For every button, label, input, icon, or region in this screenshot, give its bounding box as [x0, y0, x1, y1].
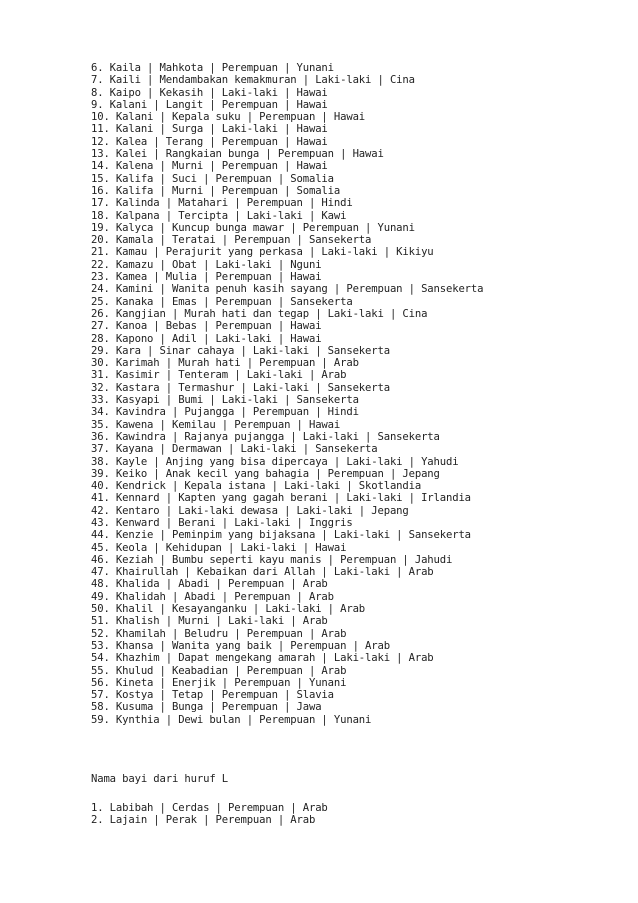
list-item: 46. Keziah | Bumbu seperti kayu manis | Perempuan | Jahudi: [91, 553, 453, 566]
list-item: 7. Kaili | Mendambakan kemakmuran | Laki-laki | Cina: [91, 74, 415, 87]
list-item: 59. Kynthia | Dewi bulan | Perempuan | Yunani: [91, 713, 372, 726]
list-item: 33. Kasyapi | Bumi | Laki-laki | Sansekerta: [91, 394, 359, 407]
list-item: 26. Kangjian | Murah hati dan tegap | Laki-laki | Cina: [91, 307, 428, 320]
list-item: 11. Kalani | Surga | Laki-laki | Hawai: [91, 123, 328, 136]
list-item: 30. Karimah | Murah hati | Perempuan | Arab: [91, 357, 359, 370]
list-item: 36. Kawindra | Rajanya pujangga | Laki-laki | Sansekerta: [91, 430, 440, 443]
list-item: 15. Kalifa | Suci | Perempuan | Somalia: [91, 172, 334, 185]
list-item: 58. Kusuma | Bunga | Perempuan | Jawa: [91, 701, 322, 714]
list-item: 54. Khazhim | Dapat mengekang amarah | Laki-laki | Arab: [91, 652, 434, 665]
names-list-k: [91, 62, 483, 726]
section-title-l: Nama bayi dari huruf L: [91, 773, 229, 785]
list-item: 55. Khulud | Keabadian | Perempuan | Arab: [91, 664, 347, 677]
list-item: 32. Kastara | Termashur | Laki-laki | Sansekerta: [91, 381, 390, 394]
list-item: 47. Khairullah | Kebaikan dari Allah | Laki-laki | Arab: [91, 566, 434, 579]
list-item: 42. Kentaro | Laki-laki dewasa | Laki-laki | Jepang: [91, 504, 409, 517]
list-item: 12. Kalea | Terang | Perempuan | Hawai: [91, 135, 328, 148]
list-item: 8. Kaipo | Kekasih | Laki-laki | Hawai: [91, 86, 328, 99]
list-item: 51. Khalish | Murni | Laki-laki | Arab: [91, 615, 328, 628]
list-item: 39. Keiko | Anak kecil yang bahagia | Perempuan | Jepang: [91, 467, 440, 480]
list-item: 49. Khalidah | Abadi | Perempuan | Arab: [91, 590, 334, 603]
list-item: 18. Kalpana | Tercipta | Laki-laki | Kawi: [91, 209, 347, 222]
list-item: 27. Kanoa | Bebas | Perempuan | Hawai: [91, 320, 322, 333]
list-item: 23. Kamea | Mulia | Perempuan | Hawai: [91, 271, 322, 284]
list-item: 14. Kalena | Murni | Perempuan | Hawai: [91, 160, 328, 173]
list-item: 19. Kalyca | Kuncup bunga mawar | Perempuan | Yunani: [91, 221, 415, 234]
list-item: 22. Kamazu | Obat | Laki-laki | Nguni: [91, 258, 322, 271]
list-item: 44. Kenzie | Peminpim yang bijaksana | Laki-laki | Sansekerta: [91, 529, 471, 542]
list-item: 9. Kalani | Langit | Perempuan | Hawai: [91, 98, 328, 111]
list-item: 13. Kalei | Rangkaian bunga | Perempuan | Hawai: [91, 148, 384, 161]
names-list-l: [91, 802, 328, 827]
list-item: 21. Kamau | Perajurit yang perkasa | Laki-laki | Kikiyu: [91, 246, 434, 259]
list-item: 17. Kalinda | Matahari | Perempuan | Hindi: [91, 197, 353, 210]
list-item: 48. Khalida | Abadi | Perempuan | Arab: [91, 578, 328, 591]
list-item: 24. Kamini | Wanita penuh kasih sayang | Perempuan | Sansekerta: [91, 283, 484, 296]
list-item: 40. Kendrick | Kepala istana | Laki-laki | Skotlandia: [91, 480, 422, 493]
list-item: 37. Kayana | Dermawan | Laki-laki | Sansekerta: [91, 443, 378, 456]
list-item: 43. Kenward | Berani | Laki-laki | Inggris: [91, 516, 353, 529]
list-item: 52. Khamilah | Beludru | Perempuan | Arab: [91, 627, 347, 640]
list-item: 10. Kalani | Kepala suku | Perempuan | Hawai: [91, 111, 366, 124]
list-item: 38. Kayle | Anjing yang bisa dipercaya | Laki-laki | Yahudi: [91, 455, 459, 468]
list-item: 41. Kennard | Kapten yang gagah berani | Laki-laki | Irlandia: [91, 492, 471, 505]
list-item: 56. Kineta | Enerjik | Perempuan | Yunani: [91, 676, 347, 689]
list-item: 45. Keola | Kehidupan | Laki-laki | Hawai: [91, 541, 347, 554]
list-item: 16. Kalifa | Murni | Perempuan | Somalia: [91, 184, 341, 197]
list-item: 2. Lajain | Perak | Perempuan | Arab: [91, 814, 316, 827]
list-item: 50. Khalil | Kesayanganku | Laki-laki | Arab: [91, 603, 366, 616]
list-item: 35. Kawena | Kemilau | Perempuan | Hawai: [91, 418, 341, 431]
list-item: 31. Kasimir | Tenteram | Laki-laki | Arab: [91, 369, 347, 382]
list-item: 1. Labibah | Cerdas | Perempuan | Arab: [91, 802, 328, 814]
list-item: 53. Khansa | Wanita yang baik | Perempuan | Arab: [91, 639, 390, 652]
list-item: 57. Kostya | Tetap | Perempuan | Slavia: [91, 689, 334, 702]
list-item: 6. Kaila | Mahkota | Perempuan | Yunani: [91, 62, 334, 74]
list-item: 20. Kamala | Teratai | Perempuan | Sansekerta: [91, 234, 372, 247]
list-item: 34. Kavindra | Pujangga | Perempuan | Hindi: [91, 406, 359, 419]
list-item: 29. Kara | Sinar cahaya | Laki-laki | Sansekerta: [91, 344, 390, 357]
list-item: 25. Kanaka | Emas | Perempuan | Sansekerta: [91, 295, 353, 308]
list-item: 28. Kapono | Adil | Laki-laki | Hawai: [91, 332, 322, 345]
